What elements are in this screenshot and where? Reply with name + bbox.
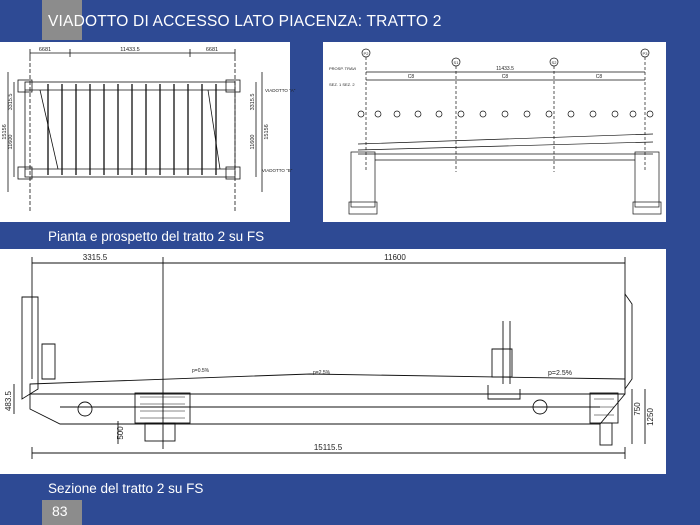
plan-dim-left-c: 15156 [2, 124, 8, 140]
caption-plan: Pianta e prospetto del tratto 2 su FS [48, 229, 265, 244]
elev-axis-s1: S1 [453, 60, 459, 65]
elev-axis-p2: P2 [363, 51, 369, 56]
caption-section: Sezione del tratto 2 su FS [48, 481, 204, 496]
plan-dim-top-3: 6681 [205, 47, 219, 53]
sec-dim-left-height: 483.5 [4, 390, 13, 412]
elev-span-3: C8 [595, 74, 603, 80]
plan-dim-right-c: 15156 [264, 124, 270, 140]
elev-total-span: 11433.5 [496, 66, 514, 72]
plan-dim-left-a: 3315.5 [8, 93, 14, 111]
sec-dim-left-low: 500 [116, 426, 125, 440]
sec-slope-mid: p=2.5% [313, 370, 331, 376]
plan-dim-top-2: 11433.5 [120, 47, 140, 53]
sec-slope-right: p=2.5% [548, 370, 572, 377]
sec-dim-right-a: 750 [633, 402, 642, 416]
plan-label-viadotto-a: VIADOTTO "A" [265, 88, 296, 93]
plan-label-viadotto-b: VIADOTTO "B" [262, 168, 293, 173]
elev-span-1: C8 [407, 74, 415, 80]
section-drawing [0, 249, 666, 474]
plan-dim-left-b: 11600 [8, 134, 14, 150]
sec-dim-top-right: 11600 [384, 253, 406, 262]
elev-axis-s2: S2 [551, 60, 557, 65]
page-number: 83 [52, 503, 68, 519]
elev-axis-p3: P3 [642, 51, 648, 56]
sec-dim-top-left: 3315.5 [82, 253, 108, 262]
sec-slope-left: p=0.5% [192, 368, 210, 374]
sec-dim-bottom: 15115.5 [313, 443, 343, 452]
plan-dim-right-a: 3315.5 [250, 93, 256, 111]
plan-dim-right-b: 11600 [250, 134, 256, 150]
elev-legend-b: SEZ. 1 SEZ. 2 [329, 82, 355, 87]
plan-drawing [0, 42, 296, 222]
elev-span-2: C8 [501, 74, 509, 80]
elevation-drawing [323, 42, 666, 222]
slide-title: VIADOTTO DI ACCESSO LATO PIACENZA: TRATTO 2 [48, 13, 442, 30]
plan-dim-top-1: 6681 [38, 47, 52, 53]
sec-dim-right-b: 1250 [646, 408, 655, 426]
elev-legend-a: PROSP. TRAVI [329, 66, 357, 71]
